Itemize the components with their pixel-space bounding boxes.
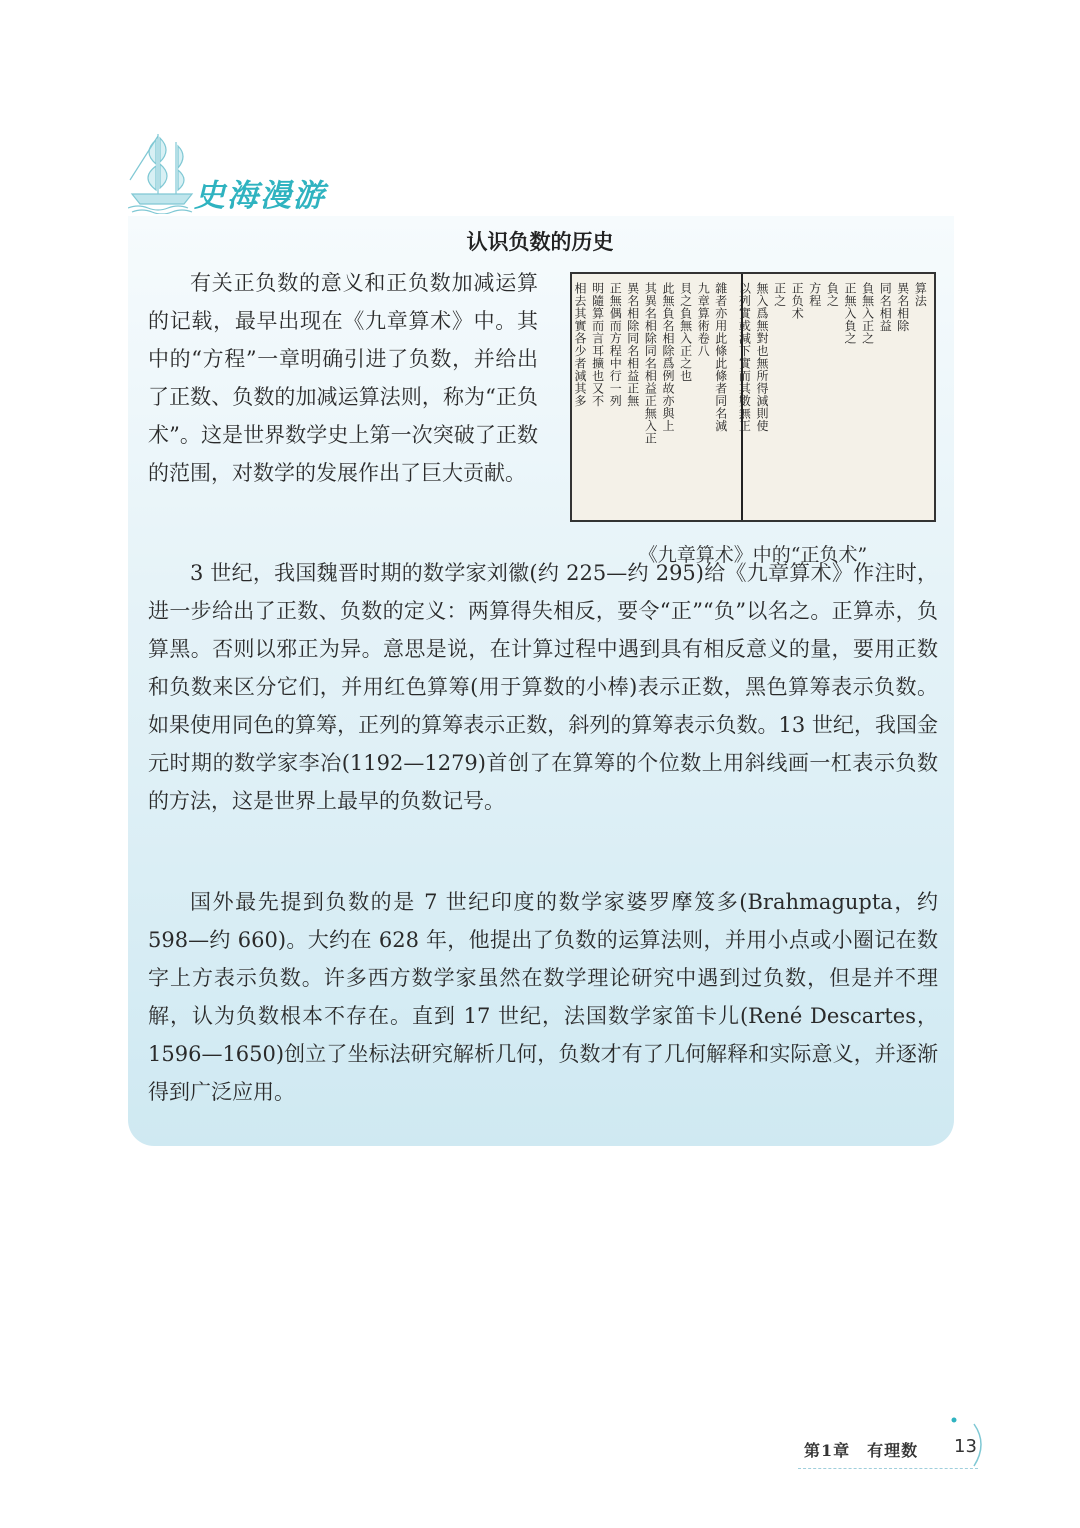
- classical-text-column: 相去其實各少者減其多: [573, 282, 587, 407]
- classical-text-column: 異名相除同名相益正無: [625, 282, 640, 407]
- article-title: 认识负数的历史: [466, 230, 614, 254]
- page-number: 13: [954, 1436, 977, 1457]
- paragraph-3: 国外最先提到负数的是 7 世纪印度的数学家婆罗摩笈多(Brahmagupta，约 598—约 660)。大约在 628 年，他提出了负数的运算法则，并用小点或小圈记在数字上方表示负数。许多西方数学家虽然在数学理论研究中遇到过负数，但是并不理解，认为负数根本不存在。直到 17 世纪，法国数学家笛卡儿(René Descartes，1596—1650)创立了坐标法研究解析几何，负数才有了几何解释和实际意义，并逐渐得到广泛应用。: [148, 890, 938, 1104]
- figure-caption: 《九章算术》中的“正负术”: [638, 544, 868, 566]
- classical-text-column: 九章算術卷八: [696, 282, 711, 357]
- classical-text-column: 無入爲無對也無所得減則使: [755, 282, 769, 432]
- classical-text-column: 同名相益: [878, 282, 893, 332]
- chapter-label: 第1章 有理数: [804, 1441, 919, 1460]
- sailing-ship-icon: [128, 128, 198, 214]
- classical-text-column: 貝之負無入正之也: [678, 282, 693, 382]
- paragraph-2: 3 世纪，我国魏晋时期的数学家刘徽(约 225—约 295)给《九章算术》作注时，进一步给出了正数、负数的定义：两算得失相反，要令“正”“负”以名之。正算赤，负算黑。否则以邪正为异。意思是说，在计算过程中遇到具有相反意义的量，要用正数和负数来区分它们，并用红色算筹(用于算数的小棒)表示正数，黑色算筹表示负数。如果使用同色的算筹，正列的算筹表示正数，斜列的算筹表示负数。13 世纪，我国金元时期的数学家李冶(1192—1279)首创了在算筹的个位数上用斜线画一杠表示负数的方法，这是世界上最早的负数记号。: [148, 561, 938, 813]
- classical-text-column: 負無入正之: [860, 282, 875, 345]
- classical-text-column: 正無偶而方程中行一列: [608, 282, 623, 407]
- classical-text-column: 正之: [772, 282, 787, 307]
- section-header: [128, 128, 368, 214]
- classical-text-column: 正负术: [790, 282, 805, 320]
- classical-text-column: 此無負名相除爲例故亦與上: [661, 282, 675, 432]
- classical-text-column: 明隨算而言耳擴也又不: [590, 282, 605, 407]
- paragraph-1: 有关正负数的意义和正负数加减运算的记载，最早出现在《九章算术》中。其中的“方程”一章明确引进了负数，并给出了正数、负数的加减运算法则，称为“正负术”。这是世界数学史上第一次突破了正数的范围，对数学的发展作出了巨大贡献。: [148, 271, 538, 485]
- section-title: 史海漫游: [194, 178, 326, 214]
- classical-text-column: 正無入負之: [843, 282, 857, 345]
- classical-text-column: 方程: [807, 282, 822, 307]
- classical-text-column: 雜者亦用此條此條者同名減: [713, 282, 728, 432]
- classical-text-column: 以列實或減下實而其數無正: [737, 282, 752, 432]
- jiuzhang-page-illustration: [570, 272, 936, 522]
- page-footer: [790, 1396, 990, 1470]
- footer-divider: [798, 1468, 978, 1469]
- classical-text-column: 其異名相除同名相益正無入正: [643, 282, 658, 445]
- classical-text-column: 異名相除: [895, 282, 910, 332]
- ancient-text-image: [570, 272, 936, 522]
- classical-text-column: 算法: [913, 282, 928, 307]
- classical-text-column: 負之: [825, 282, 840, 307]
